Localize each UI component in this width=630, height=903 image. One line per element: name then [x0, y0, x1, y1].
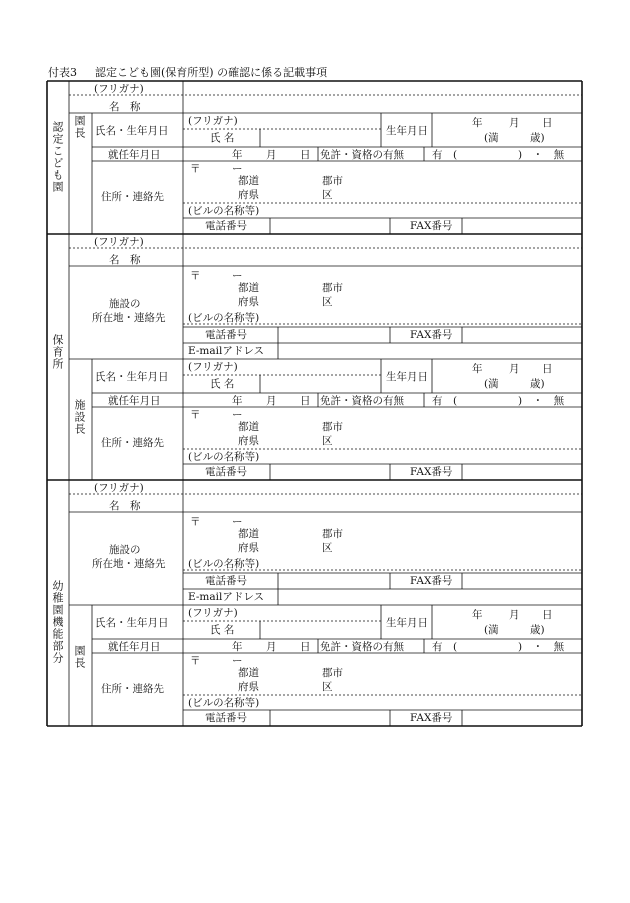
phone-label: 電話番号	[205, 575, 247, 587]
pref-label-b: 府県	[238, 681, 259, 693]
person-name-label: 氏 名	[210, 132, 235, 144]
license-label: 免許・資格の有無	[320, 641, 404, 653]
building-label: (ビルの名称等)	[188, 451, 260, 463]
year-label: 年	[232, 395, 243, 407]
license-no-label: ) ・ 無	[518, 395, 565, 407]
address-contact-label: 住所・連絡先	[101, 191, 164, 203]
building-label: (ビルの名称等)	[188, 558, 260, 570]
city-label-b: 区	[322, 542, 333, 554]
city-label-b: 区	[322, 435, 333, 447]
city-label-b: 区	[322, 296, 333, 308]
day-label: 日	[542, 363, 553, 375]
age-open-label: (満	[484, 378, 499, 390]
facility-name-label: 名 称	[109, 500, 141, 512]
pref-label-a: 都道	[238, 667, 259, 679]
age-open-label: (満	[484, 624, 499, 636]
age-close-label: 歳)	[530, 624, 545, 636]
postal-mark: 〒 ー	[190, 270, 243, 282]
pref-label-a: 都道	[238, 528, 259, 540]
city-label-a: 郡市	[322, 667, 343, 679]
form-title-text: 認定こども園(保育所型) の確認に係る記載事項	[95, 66, 328, 79]
year-label: 年	[472, 609, 483, 621]
fax-label: FAX番号	[410, 712, 453, 724]
license-label: 免許・資格の有無	[320, 149, 404, 161]
month-label: 月	[509, 117, 520, 129]
age-close-label: 歳)	[530, 132, 545, 144]
license-no-label: ) ・ 無	[518, 641, 565, 653]
head-role-label: 園長	[73, 645, 86, 669]
license-yes-label: 有 (	[432, 641, 458, 653]
postal-mark: 〒 ー	[190, 516, 243, 528]
facility-name-label: 名 称	[109, 254, 141, 266]
postal-mark: 〒 ー	[190, 163, 243, 175]
name-birth-label: 氏名・生年月日	[95, 617, 169, 629]
pref-label-a: 都道	[238, 175, 259, 187]
fax-label: FAX番号	[410, 220, 453, 232]
building-label: (ビルの名称等)	[188, 312, 260, 324]
person-name-label: 氏 名	[210, 624, 235, 636]
facility-address-label: 施設の	[109, 298, 141, 310]
year-label: 年	[472, 117, 483, 129]
city-label-b: 区	[322, 681, 333, 693]
postal-mark: 〒 ー	[190, 655, 243, 667]
birth-label: 生年月日	[386, 617, 428, 629]
name-birth-label: 氏名・生年月日	[95, 371, 169, 383]
furigana-label: (フリガナ)	[188, 115, 238, 127]
pref-label-b: 府県	[238, 296, 259, 308]
postal-mark: 〒 ー	[190, 409, 243, 421]
person-name-label: 氏 名	[210, 378, 235, 390]
day-label: 日	[542, 609, 553, 621]
fax-label: FAX番号	[410, 466, 453, 478]
furigana-label: (フリガナ)	[94, 83, 144, 95]
furigana-label: (フリガナ)	[94, 482, 144, 494]
facility-contact-label: 所在地・連絡先	[92, 558, 166, 570]
age-open-label: (満	[484, 132, 499, 144]
day-label: 日	[300, 395, 311, 407]
birth-label: 生年月日	[386, 371, 428, 383]
section-name-label: 保育所	[51, 334, 64, 370]
section-name-label: 幼稚園機能部分	[51, 580, 64, 664]
pref-label-b: 府県	[238, 542, 259, 554]
city-label-a: 郡市	[322, 421, 343, 433]
day-label: 日	[300, 149, 311, 161]
year-label: 年	[472, 363, 483, 375]
facility-address-label: 施設の	[109, 544, 141, 556]
email-label: E-mailアドレス	[188, 591, 265, 603]
facility-name-label: 名 称	[109, 101, 141, 113]
city-label-a: 郡市	[322, 282, 343, 294]
license-label: 免許・資格の有無	[320, 395, 404, 407]
furigana-label: (フリガナ)	[188, 607, 238, 619]
birth-label: 生年月日	[386, 125, 428, 137]
month-label: 月	[509, 363, 520, 375]
appointed-label: 就任年月日	[108, 395, 161, 407]
license-no-label: ) ・ 無	[518, 149, 565, 161]
phone-label: 電話番号	[205, 712, 247, 724]
license-yes-label: 有 (	[432, 149, 458, 161]
furigana-label: (フリガナ)	[94, 236, 144, 248]
email-label: E-mailアドレス	[188, 345, 265, 357]
address-contact-label: 住所・連絡先	[101, 437, 164, 449]
day-label: 日	[300, 641, 311, 653]
appointed-label: 就任年月日	[108, 149, 161, 161]
fax-label: FAX番号	[410, 329, 453, 341]
pref-label-b: 府県	[238, 435, 259, 447]
section-name-label: 認定こども園	[51, 121, 64, 193]
month-label: 月	[266, 149, 277, 161]
head-role-label: 園長	[73, 115, 86, 139]
city-label-a: 郡市	[322, 528, 343, 540]
appointed-label: 就任年月日	[108, 641, 161, 653]
pref-label-a: 都道	[238, 421, 259, 433]
phone-label: 電話番号	[205, 220, 247, 232]
day-label: 日	[542, 117, 553, 129]
form-number: 付表3	[48, 66, 77, 79]
building-label: (ビルの名称等)	[188, 697, 260, 709]
city-label-b: 区	[322, 189, 333, 201]
furigana-label: (フリガナ)	[188, 361, 238, 373]
pref-label-b: 府県	[238, 189, 259, 201]
facility-contact-label: 所在地・連絡先	[92, 312, 166, 324]
building-label: (ビルの名称等)	[188, 205, 260, 217]
fax-label: FAX番号	[410, 575, 453, 587]
name-birth-label: 氏名・生年月日	[95, 125, 169, 137]
year-label: 年	[232, 641, 243, 653]
phone-label: 電話番号	[205, 329, 247, 341]
phone-label: 電話番号	[205, 466, 247, 478]
city-label-a: 郡市	[322, 175, 343, 187]
month-label: 月	[509, 609, 520, 621]
head-role-label: 施設長	[73, 399, 86, 435]
pref-label-a: 都道	[238, 282, 259, 294]
month-label: 月	[266, 641, 277, 653]
year-label: 年	[232, 149, 243, 161]
month-label: 月	[266, 395, 277, 407]
age-close-label: 歳)	[530, 378, 545, 390]
license-yes-label: 有 (	[432, 395, 458, 407]
address-contact-label: 住所・連絡先	[101, 683, 164, 695]
